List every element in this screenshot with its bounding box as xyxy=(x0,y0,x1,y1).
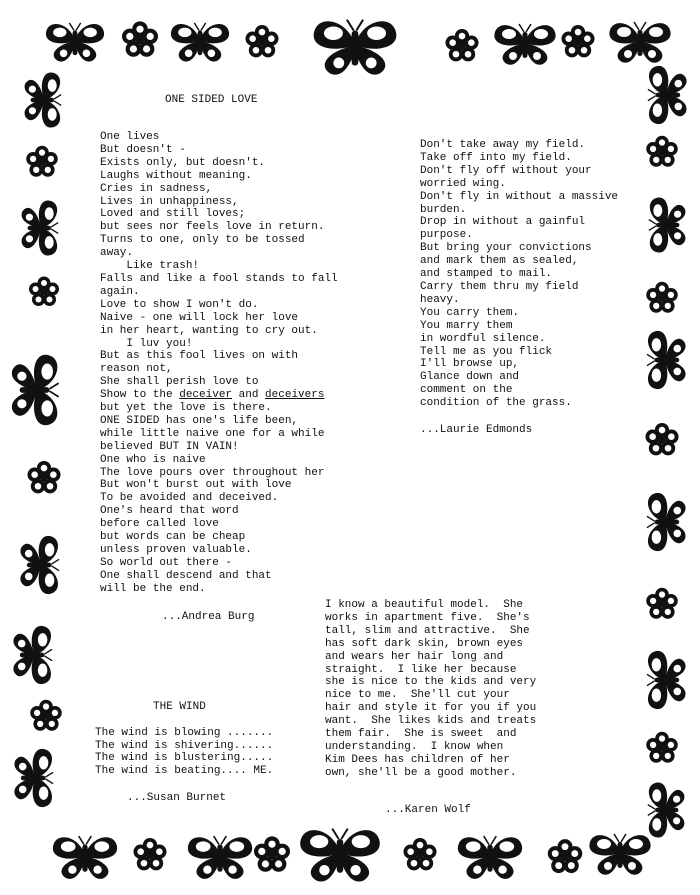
butterfly-icon xyxy=(647,331,686,389)
butterfly-icon xyxy=(649,197,686,252)
text-line: Kim Dees has children of her xyxy=(325,753,510,766)
text-line: The wind is blowing ....... xyxy=(95,727,274,739)
flower-icon xyxy=(646,588,678,619)
text-line: Tell me as you flick xyxy=(420,345,553,358)
flower-icon xyxy=(254,836,290,871)
text-line: Loved and still loves; xyxy=(100,208,246,221)
text-line: Don't fly in without a massive xyxy=(420,190,619,203)
flower-icon xyxy=(404,838,437,870)
text-line: but words can be cheap xyxy=(100,531,246,544)
text-line: Love to show I won't do. xyxy=(100,298,259,311)
butterfly-icon xyxy=(13,626,52,684)
text-line: and mark them as sealed, xyxy=(420,255,579,268)
butterfly-icon xyxy=(300,829,380,882)
butterfly-icon xyxy=(14,749,53,807)
text-line: Take off into my field. xyxy=(420,151,572,164)
butterfly-icon xyxy=(25,72,62,127)
flower-icon xyxy=(646,732,678,763)
text-line: understanding. I know when xyxy=(325,740,504,753)
text-line: Falls and like a fool stands to fall xyxy=(100,272,338,285)
butterfly-icon xyxy=(22,200,59,255)
text-line: ONE SIDED has one's life been, xyxy=(100,414,299,427)
flower-icon xyxy=(646,136,678,167)
text-line: while little naive one for a while xyxy=(100,427,325,440)
butterfly-icon xyxy=(314,20,397,75)
flower-icon xyxy=(134,838,167,870)
text-line: The wind is blustering..... xyxy=(95,752,274,765)
flower-icon xyxy=(548,839,583,873)
text-line: them fair. She is sweet and xyxy=(325,728,517,741)
butterfly-icon xyxy=(647,493,686,551)
text-line: One shall descend and that xyxy=(100,569,272,582)
text-line: has soft dark skin, brown eyes xyxy=(325,637,524,650)
text-line: before called love xyxy=(100,518,219,531)
butterfly-icon xyxy=(609,22,670,63)
text-line: own, she'll be a good mother. xyxy=(325,766,517,779)
text-line: Exists only, but doesn't. xyxy=(100,156,266,169)
text-line: purpose. xyxy=(420,229,473,242)
poem-field-body xyxy=(420,139,618,410)
butterfly-icon xyxy=(494,24,555,65)
text-line: Don't take away my field. xyxy=(420,139,586,151)
butterfly-icon xyxy=(589,834,650,875)
butterfly-icon xyxy=(53,836,117,879)
text-line: burden. xyxy=(420,203,467,216)
text-line: The love pours over throughout her xyxy=(100,466,325,479)
text-line: reason not, xyxy=(100,363,173,376)
flower-icon xyxy=(28,461,61,493)
prose-model-body xyxy=(325,599,536,780)
text-line: Don't fly off without your xyxy=(420,164,592,177)
text-line: But bring your convictions xyxy=(420,242,592,255)
text-line: but sees nor feels love in return. xyxy=(100,221,325,234)
text-line: Turns to one, only to be tossed xyxy=(100,234,305,247)
text-line: straight. I like her because xyxy=(325,663,517,676)
butterfly-icon xyxy=(20,536,59,594)
text-line: But as this fool lives on with xyxy=(100,350,299,363)
author-credit: ...Susan Burnet xyxy=(127,792,227,804)
butterfly-icon xyxy=(458,836,522,879)
text-line: tall, slim and attractive. She xyxy=(325,624,530,637)
text-line: condition of the grass. xyxy=(420,397,572,410)
text-line: Glance down and xyxy=(420,371,520,384)
text-line: hair and style it for you if you xyxy=(325,702,537,715)
text-line: believed BUT IN VAIN! xyxy=(100,440,239,453)
text-line: heavy. xyxy=(420,293,460,306)
text-line: The wind is shivering...... xyxy=(95,739,274,752)
flower-icon xyxy=(646,423,679,455)
flower-icon xyxy=(646,282,678,313)
flower-icon xyxy=(122,21,158,56)
flower-icon xyxy=(246,25,279,57)
text-line: You carry them. xyxy=(420,306,520,319)
text-line: want. She likes kids and treats xyxy=(325,715,537,728)
text-line: in wordful silence. xyxy=(420,332,546,345)
text-line: comment on the xyxy=(420,384,513,397)
text-line: Carry them thru my field xyxy=(420,280,579,293)
text-line: in her heart, wanting to cry out. xyxy=(100,324,318,337)
text-line: away. xyxy=(100,247,134,260)
text-line: works in apartment five. She's xyxy=(325,611,530,624)
flower-icon xyxy=(446,29,479,61)
text-line: You marry them xyxy=(420,319,513,332)
text-line: I luv you! xyxy=(100,337,193,350)
text-line: will be the end. xyxy=(100,582,206,595)
flower-icon xyxy=(30,700,62,731)
text-line: Naive - one will lock her love xyxy=(100,311,299,324)
text-line: I know a beautiful model. She xyxy=(325,599,524,611)
poem-the-wind-body xyxy=(95,727,273,777)
text-line: The wind is beating.... ME. xyxy=(95,764,274,777)
text-line: Drop in without a gainful xyxy=(420,216,586,229)
text-line: Laughs without meaning. xyxy=(100,169,252,182)
text-line: unless proven valuable. xyxy=(100,544,252,556)
butterfly-icon xyxy=(188,836,252,879)
author-credit: ...Laurie Edmonds xyxy=(420,424,533,436)
text-line: and wears her hair long and xyxy=(325,650,504,663)
poem-title-one-sided-love: ONE SIDED LOVE xyxy=(165,94,258,106)
text-line: But won't burst out with love xyxy=(100,479,292,492)
author-credit: ...Andrea Burg xyxy=(162,611,255,623)
text-line: worried wing. xyxy=(420,177,506,190)
text-line: but yet the love is there. xyxy=(100,402,272,415)
text-line: One who is naive xyxy=(100,453,206,466)
butterfly-icon xyxy=(647,651,686,709)
text-line: To be avoided and deceived. xyxy=(100,492,279,505)
butterfly-icon xyxy=(171,23,229,62)
butterfly-icon xyxy=(648,782,685,837)
text-line: Cries in sadness, xyxy=(100,182,213,195)
butterfly-icon xyxy=(12,355,59,425)
text-line: Show to the deceiver and deceivers xyxy=(100,389,325,402)
text-line: But doesn't - xyxy=(100,143,186,156)
author-credit: ...Karen Wolf xyxy=(385,804,471,816)
text-line: She shall perish love to xyxy=(100,376,259,389)
butterfly-icon xyxy=(648,66,687,124)
text-line: nice to me. She'll cut your xyxy=(325,689,510,702)
poem-one-sided-love-body xyxy=(100,131,338,596)
text-line: she is nice to the kids and very xyxy=(325,676,537,689)
text-line: I'll browse up, xyxy=(420,358,520,371)
poem-title-the-wind: THE WIND xyxy=(153,701,206,713)
text-line: Like trash! xyxy=(100,260,200,273)
text-line: One lives xyxy=(100,131,160,143)
text-line: Lives in unhappiness, xyxy=(100,195,239,208)
text-line: One's heard that word xyxy=(100,505,239,518)
text-line: So world out there - xyxy=(100,556,233,569)
flower-icon xyxy=(29,277,59,307)
flower-icon xyxy=(26,146,58,177)
butterfly-icon xyxy=(46,23,104,62)
flower-icon xyxy=(562,25,595,57)
text-line: again. xyxy=(100,285,140,298)
text-line: and stamped to mail. xyxy=(420,268,553,281)
